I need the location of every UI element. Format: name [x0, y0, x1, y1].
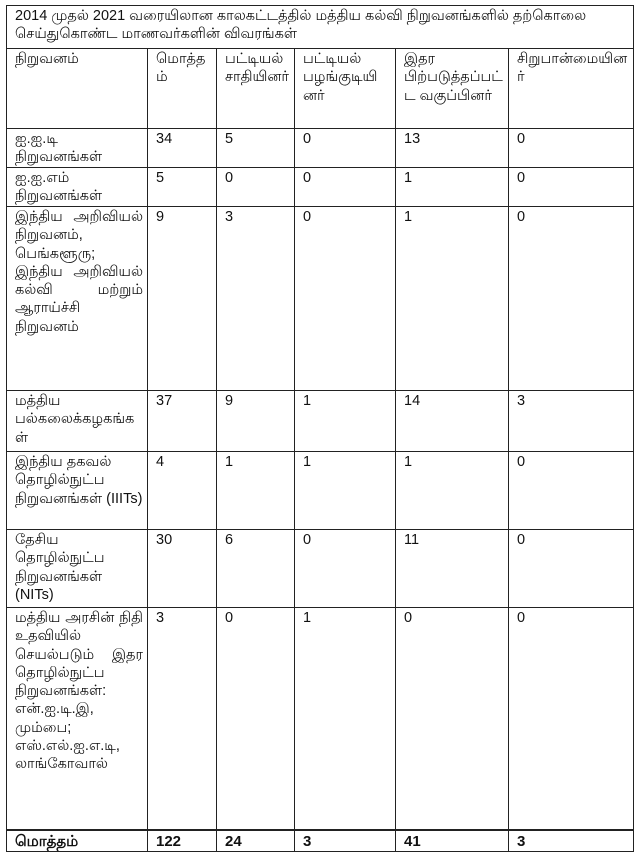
cell-institution: ஐ.ஐ.டி நிறுவனங்கள் [7, 129, 148, 168]
cell-institution: ஐ.ஐ.எம் நிறுவனங்கள் [7, 168, 148, 207]
table-total-row [7, 830, 634, 852]
cell-minority: 3 [509, 391, 634, 452]
cell-minority: 0 [509, 207, 634, 391]
table-row [7, 530, 634, 608]
cell-total: 3 [148, 608, 217, 830]
cell-institution: இந்திய தகவல் தொழில்நுட்ப நிறுவனங்கள் (IIITs) [7, 452, 148, 530]
table-row [7, 452, 634, 530]
cell-obc: 14 [396, 391, 509, 452]
header-sc: பட்டியல் சாதியினர் [217, 49, 295, 129]
header-institution: நிறுவனம் [7, 49, 148, 129]
cell-minority: 0 [509, 608, 634, 830]
cell-st: 0 [295, 168, 396, 207]
cell-sc: 9 [217, 391, 295, 452]
cell-obc: 13 [396, 129, 509, 168]
table-header-row [7, 49, 634, 129]
cell-total: 4 [148, 452, 217, 530]
cell-minority: 0 [509, 168, 634, 207]
cell-minority: 0 [509, 530, 634, 608]
cell-st: 1 [295, 391, 396, 452]
cell-institution: தேசிய தொழில்நுட்ப நிறுவனங்கள் (NITs) [7, 530, 148, 608]
total-total: 122 [148, 830, 217, 852]
header-st: பட்டியல் பழங்குடியினர் [295, 49, 396, 129]
cell-sc: 0 [217, 608, 295, 830]
cell-total: 37 [148, 391, 217, 452]
cell-minority: 0 [509, 452, 634, 530]
table-row [7, 168, 634, 207]
cell-minority: 0 [509, 129, 634, 168]
cell-sc: 3 [217, 207, 295, 391]
cell-obc: 1 [396, 168, 509, 207]
header-total: மொத்தம் [148, 49, 217, 129]
cell-sc: 6 [217, 530, 295, 608]
cell-st: 0 [295, 207, 396, 391]
table-row [7, 608, 634, 830]
cell-obc: 0 [396, 608, 509, 830]
cell-st: 1 [295, 608, 396, 830]
cell-obc: 11 [396, 530, 509, 608]
cell-st: 1 [295, 452, 396, 530]
cell-sc: 5 [217, 129, 295, 168]
cell-total: 30 [148, 530, 217, 608]
cell-obc: 1 [396, 452, 509, 530]
cell-institution: மத்திய அரசின் நிதி உதவியில் செயல்படும் இதர தொழில்நுட்ப நிறுவனங்கள்: என்.ஐ.டி.இ, மும்பை; எஸ்.எல்.ஐ.எ.டி, லாங்கோவால் [7, 608, 148, 830]
cell-total: 34 [148, 129, 217, 168]
cell-st: 0 [295, 129, 396, 168]
cell-st: 0 [295, 530, 396, 608]
cell-institution: இந்திய அறிவியல் நிறுவனம், பெங்களூரு; இந்திய அறிவியல் கல்வி மற்றும் ஆராய்ச்சி நிறுவனம் [7, 207, 148, 391]
total-sc: 24 [217, 830, 295, 852]
cell-sc: 1 [217, 452, 295, 530]
header-minority: சிறுபான்மையினர் [509, 49, 634, 129]
table-title-row [7, 6, 634, 49]
cell-obc: 1 [396, 207, 509, 391]
cell-institution: மத்திய பல்கலைக்கழகங்கள் [7, 391, 148, 452]
table-row [7, 129, 634, 168]
total-label: மொத்தம் [7, 830, 148, 852]
cell-total: 5 [148, 168, 217, 207]
header-obc: இதர பிற்படுத்தப்பட்ட வகுப்பினர் [396, 49, 509, 129]
table-row [7, 207, 634, 391]
suicide-statistics-table [6, 5, 634, 852]
total-st: 3 [295, 830, 396, 852]
cell-total: 9 [148, 207, 217, 391]
total-minority: 3 [509, 830, 634, 852]
table-row [7, 391, 634, 452]
table-title: 2014 முதல் 2021 வரையிலான காலகட்டத்தில் மத்திய கல்வி நிறுவனங்களில் தற்கொலை செய்துகொண்ட மாணவர்களின் விவரங்கள் [7, 6, 634, 49]
cell-sc: 0 [217, 168, 295, 207]
total-obc: 41 [396, 830, 509, 852]
